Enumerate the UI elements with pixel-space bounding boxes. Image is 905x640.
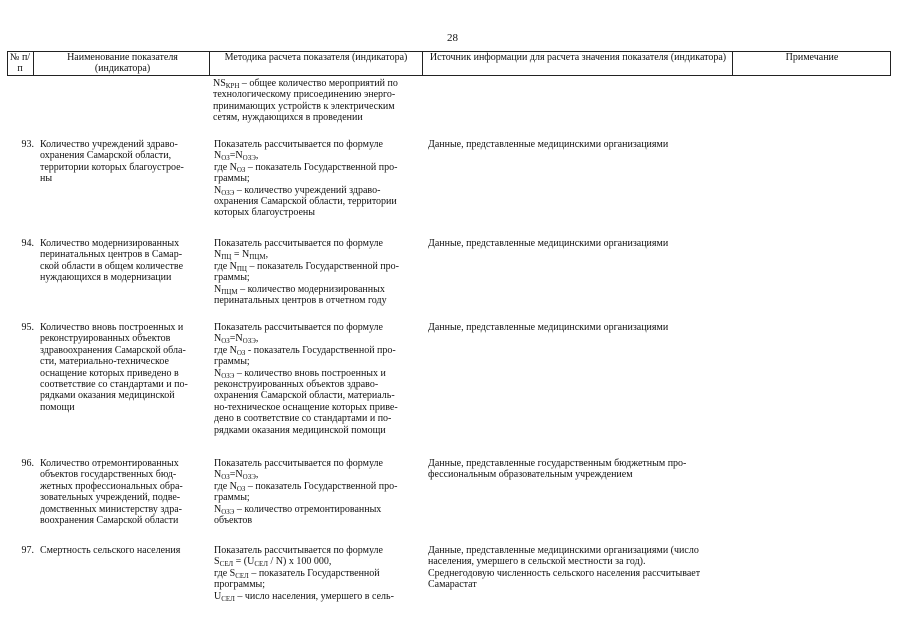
method-line: реконструированных объектов здраво- [214,379,379,391]
calculation-method [214,458,420,526]
indicator-name-line: объектов государственных бюд- [40,469,177,481]
header-col-method: Методика расчета показателя (индикатора) [224,52,408,63]
header-divider [890,51,891,76]
row-number: 96. [21,458,34,469]
method-line: перинатальных центров в отчетном году [214,295,387,307]
indicator-name-line: реконструированных объектов [40,333,171,345]
method-line: охранения Самарской области, территории [214,196,397,208]
source-line: Данные, представленные медицинскими организациями [428,238,669,249]
indicator-name-line: соответствие со стандартами и по- [40,379,188,391]
method-line: охранения Самарской области, материаль- [214,390,395,402]
method-line: где $N_{ОЗ}$ – показатель Государственной про- [214,480,398,493]
method-line: принимающих устройств к электрическим [213,100,395,112]
indicator-name-line: рядками оказания медицинской [40,390,175,402]
method-line: где $N_{ОЗ}$ - показатель Государственной про- [214,344,396,357]
continued-method-text [213,78,419,124]
calculation-method [214,238,420,306]
row-number: 94. [21,238,34,249]
indicator-name-line: территории которых благоустрое- [40,161,184,173]
method-line: Показатель рассчитывается по формуле [214,238,383,249]
method-line: $N_{ПЦМ}$ – количество модернизированных [214,283,385,296]
source-line: Данные, представленные государственным бюджетным про- [428,458,687,469]
method-line: Показатель рассчитывается по формуле [214,545,383,556]
indicator-name [40,545,208,556]
header-col-name: Наименование показателя (индикатора) [67,52,178,74]
indicator-name-line: здравоохранения Самарской обла- [40,344,186,356]
method-line: дено в соответствие со стандартами и по- [214,413,392,425]
indicator-name-line: Количество отремонтированных [40,458,179,469]
method-line: программы; [214,579,266,591]
indicator-name-line: Количество вновь построенных и [40,322,184,333]
indicator-name-line: охранения Самарской области, [40,150,172,162]
method-line: $N_{ОЗЭ}$ – количество отремонтированных [214,503,382,516]
information-source [428,238,733,249]
calculation-method [214,322,420,436]
indicator-name-line: воохранения Самарской области [40,515,179,527]
method-line: где $N_{ОЗ}$ – показатель Государственной про- [214,161,398,174]
calculation-method [214,139,420,219]
method-line: $NS_{КРН}$ – общее количество мероприятий по [213,78,398,90]
indicator-name [40,139,208,185]
source-line: населения, умершего в сельской местности за год). [428,556,646,568]
indicator-name-line: помощи [40,401,75,413]
information-source [428,458,733,481]
indicator-name-line: оснащение которых приведено в [40,367,179,379]
row-number: 93. [21,139,34,150]
indicator-name-line: зовательных учреждений, подве- [40,492,181,504]
header-col-note: Примечание [785,52,839,63]
header-col-number: № п/п [9,52,31,74]
indicator-name-line: сти, материально-техническое [40,356,169,368]
formula: $N_{ОЗ}=N_{ОЗЭ}$, [214,469,259,482]
source-line: Данные, представленные медицинскими организациями [428,322,669,333]
header-divider [33,51,34,76]
header-bottom-border [7,75,891,76]
information-source [428,545,733,591]
method-line: граммы; [214,272,250,284]
indicator-name-line: жетных профессиональных обра- [40,480,183,492]
indicator-name [40,322,208,413]
header-divider [422,51,423,76]
formula: $N_{ОЗ}=N_{ОЗЭ}$, [214,333,259,346]
method-line: $U_{СЕЛ}$ – число населения, умершего в сель- [214,590,394,603]
formula: $N_{ПЦ} = N_{ПЦМ}$, [214,249,269,262]
method-line: граммы; [214,173,250,185]
source-line: Самарастат [428,579,477,591]
method-line: объектов [214,515,253,527]
source-line: фессиональным образовательным учреждением [428,469,633,481]
method-line: $N_{ОЗЭ}$ – количество вновь построенных и [214,367,386,380]
method-line: где $S_{СЕЛ}$ – показатель Государственной [214,567,380,580]
method-line: Показатель рассчитывается по формуле [214,139,383,150]
source-line: Данные, представленные медицинскими организациями (число [428,545,699,556]
method-line: граммы; [214,356,250,368]
indicator-name [40,238,208,284]
source-line: Данные, представленные медицинскими организациями [428,139,669,150]
header-divider [732,51,733,76]
method-line: $N_{ОЗЭ}$ – количество учреждений здраво- [214,184,381,197]
method-line: но-техническое оснащение которых приве- [214,401,398,413]
indicator-name-line: ской области в общем количестве [40,260,184,272]
header-divider [209,51,210,76]
indicator-name-line: ны [40,173,53,185]
method-line: рядками оказания медицинской помощи [214,424,386,436]
method-line: граммы; [214,492,250,504]
header-divider [7,51,8,76]
calculation-method [214,545,420,602]
method-line: которых благоустроены [214,207,315,219]
indicator-name-line: перинатальных центров в Самар- [40,249,183,261]
header-col-source: Источник информации для расчета значения показателя (индикатора) [429,52,727,63]
method-line: сетям, нуждающихся в проведении [213,112,363,124]
method-line: Показатель рассчитывается по формуле [214,458,383,469]
formula: $S_{СЕЛ} = (U_{СЕЛ} / N)$ х 100 000, [214,556,332,569]
indicator-name-line: Смертность сельского населения [40,545,181,556]
page-number: 28 [447,32,458,44]
indicator-name-line: Количество учреждений здраво- [40,139,178,150]
method-line: Показатель рассчитывается по формуле [214,322,383,333]
row-number: 97. [21,545,34,556]
indicator-name [40,458,208,526]
information-source [428,139,733,150]
indicator-name-line: домственных министерству здра- [40,503,183,515]
source-line: Среднегодовую численность сельского населения рассчитывает [428,567,701,579]
formula: $N_{ОЗ}=N_{ОЗЭ}$, [214,150,259,163]
row-number: 95. [21,322,34,333]
information-source [428,322,733,333]
method-line: где $N_{ПЦ}$ – показатель Государственной про- [214,260,399,273]
method-line: технологическому присоединению энерго- [213,89,396,101]
indicator-name-line: Количество модернизированных [40,238,180,249]
indicator-name-line: нуждающихся в модернизации [40,272,172,284]
